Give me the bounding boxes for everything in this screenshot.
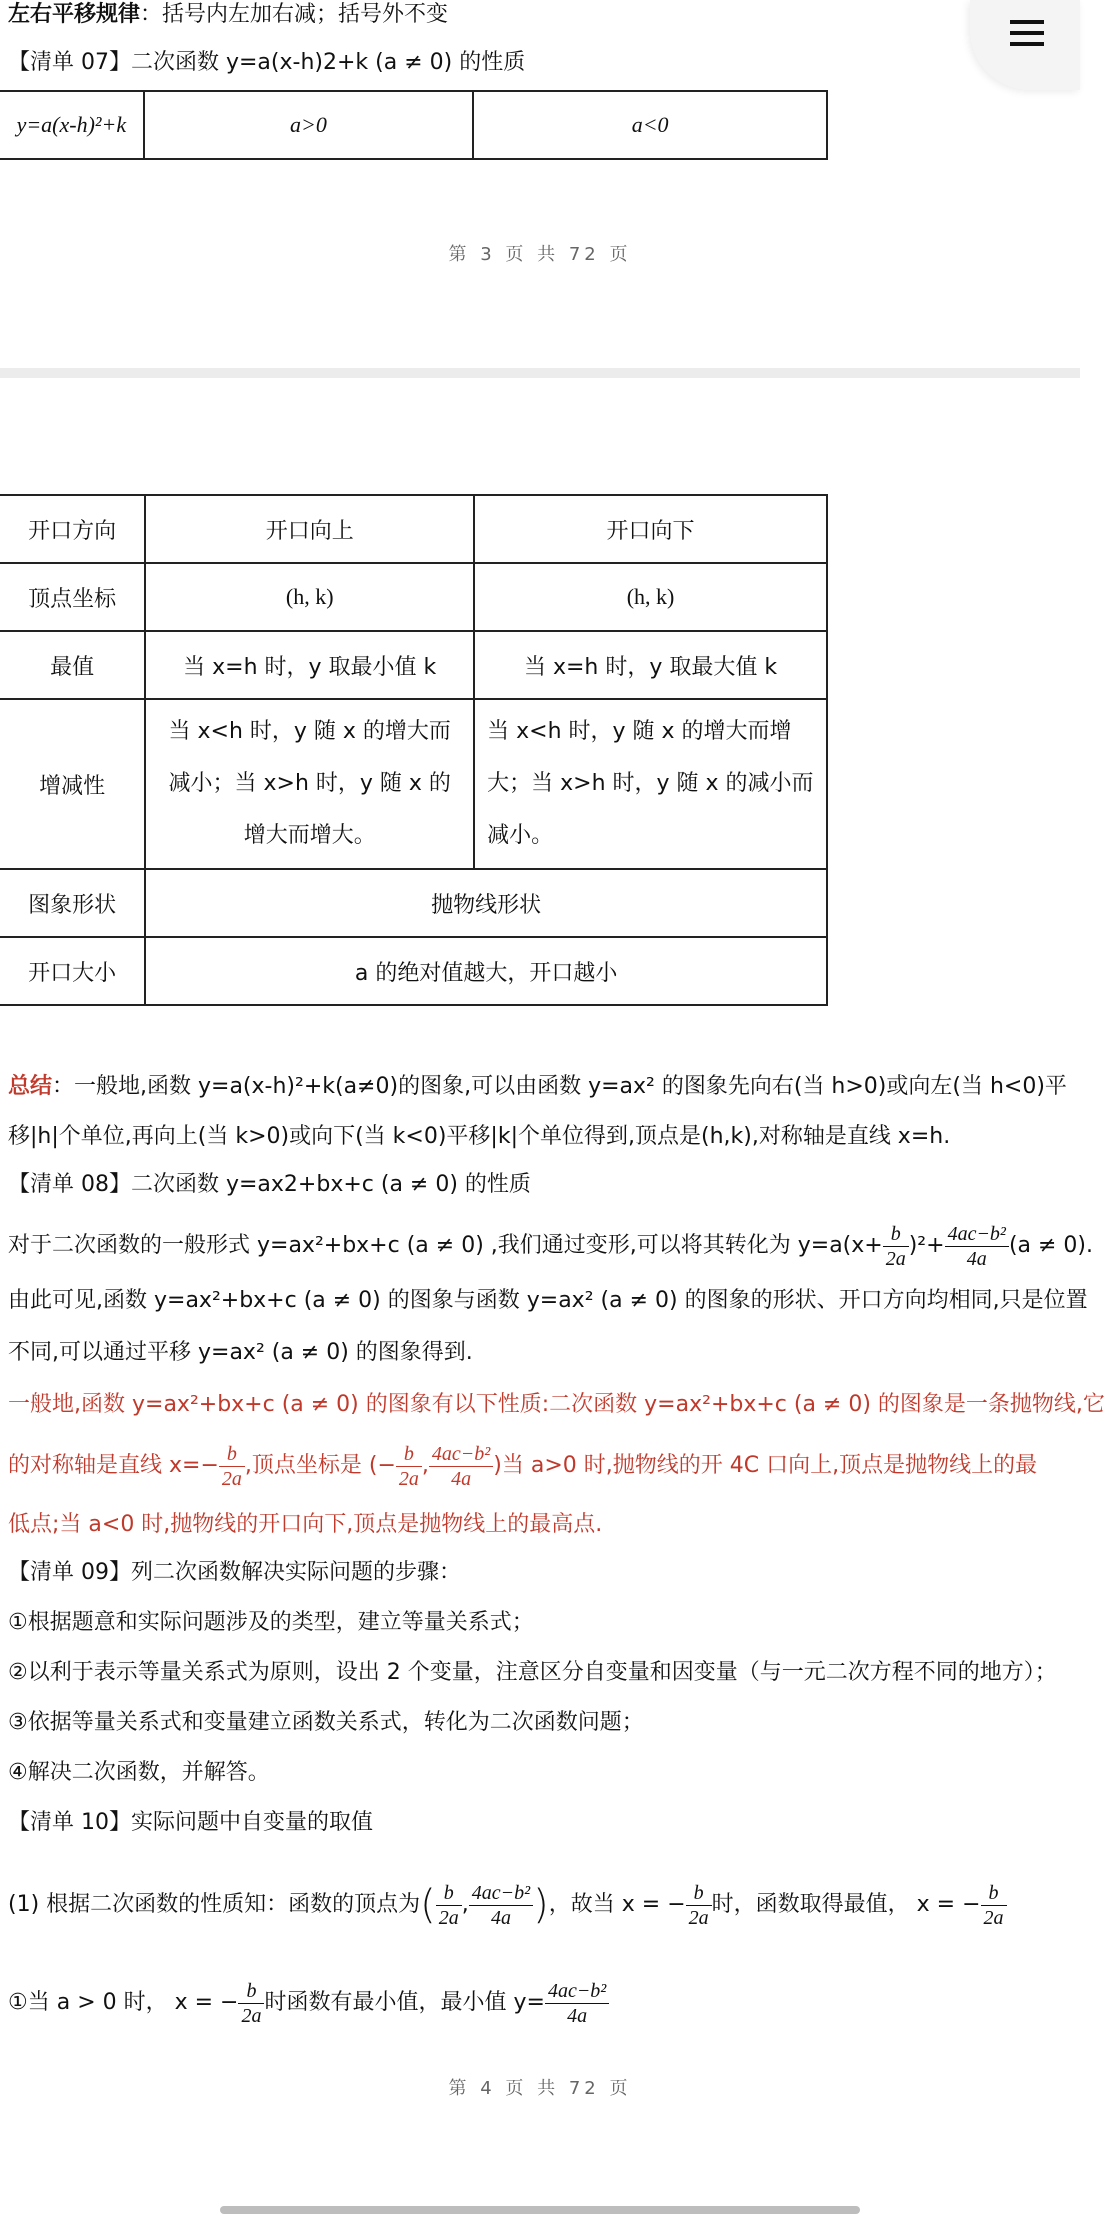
red-line-a: 一般地,函数 y=ax²+bx+c (a ≠ 0) 的图象有以下性质:二次函数 y=ax²+bx+c (a ≠ 0) 的图象是一条抛物线,它 xyxy=(8,1392,1105,1417)
fraction-num: b xyxy=(883,1222,909,1247)
item-2-text: ①当 a > 0 时， x = − xyxy=(8,1990,239,2015)
cell-a-neg: (h, k) xyxy=(474,563,827,631)
item-1-line: (1) 根据二次函数的性质知：函数的顶点为( $\frac{b}{2a}$ , $\frac{\text{4ac−b²}}{4a}$ )，故当 x = − $\frac{b}{2a}$ 时，函数取得最值， x = − $\frac{b}{2a}$ xyxy=(8,1870,1007,1940)
cell-a-pos: 开口向上 xyxy=(145,495,474,563)
row-label: 开口方向 xyxy=(0,495,145,563)
item-1-text: (1) 根据二次函数的性质知：函数的顶点为 xyxy=(8,1892,421,1917)
red-text: ,顶点坐标是 (− xyxy=(244,1453,396,1478)
step-item: ②以利于表示等量关系式为原则，设出 2 个变量，注意区分自变量和因变量（与一元二次方程不同的地方）； xyxy=(8,1660,1057,1685)
summary-text: ：一般地,函数 y=a(x-h)²+k(a≠0)的图象,可以由函数 y=ax² 的图象先向右(当 h>0)或向左(当 h<0)平移|h|个单位,再向上(当 k>0)或向下(当 k<0)平移|k|个单位得到,顶点是(h,k),对称轴是直线 x=h. xyxy=(8,1074,1067,1149)
page-3-section xyxy=(0,0,1080,368)
cell-a-neg: 开口向下 xyxy=(474,495,827,563)
para-08-line-b: 由此可见,函数 y=ax²+bx+c (a ≠ 0) 的图象与函数 y=ax² (a ≠ 0) 的图象的形状、开口方向均相同,只是位置 xyxy=(8,1288,1088,1313)
table-row xyxy=(0,495,827,563)
item-1-text: 时，函数取得最值， x = − xyxy=(711,1892,981,1917)
list-08-heading: 【清单 08】二次函数 y=ax2+bx+c (a ≠ 0) 的性质 xyxy=(8,1172,531,1197)
cell-a-pos: 当 x<h 时，y 随 x 的增大而减小；当 x>h 时，y 随 x 的增大而增大。 xyxy=(145,699,474,869)
red-text: )当 a>0 时,抛物线的开 4C 口向上,顶点是抛物线上的最 xyxy=(493,1453,1038,1478)
page-number-4: 第 4 页 共 72 页 xyxy=(448,2078,632,2099)
red-line-c: 低点;当 a<0 时,抛物线的开口向下,顶点是抛物线上的最高点. xyxy=(8,1512,603,1537)
header-a-neg: a<0 xyxy=(473,91,827,159)
cell-a-neg: 当 x=h 时，y 取最大值 k xyxy=(474,631,827,699)
red-line-b xyxy=(8,1434,1037,1498)
cell-merged: 抛物线形状 xyxy=(145,869,827,937)
rule-text: ：括号内左加右减；括号外不变 xyxy=(140,2,449,27)
fraction-den: 4a xyxy=(966,1247,987,1270)
fraction-num: b xyxy=(219,1442,245,1467)
cell-a-pos: 当 x=h 时，y 取最小值 k xyxy=(145,631,474,699)
table-row xyxy=(0,869,827,937)
step-item: ④解决二次函数，并解答。 xyxy=(8,1760,270,1785)
item-1-text: ，故当 x = − xyxy=(548,1892,686,1917)
row-label: 增减性 xyxy=(0,699,145,869)
fraction-num: b xyxy=(686,1881,712,1906)
para-08-line-a xyxy=(8,1216,1093,1276)
cell-a-neg: 当 x<h 时，y 随 x 的增大而增大；当 x>h 时，y 随 x 的减小而减小。 xyxy=(474,699,827,869)
summary-paragraph xyxy=(8,1062,1070,1162)
fraction-den: 2a xyxy=(398,1467,419,1490)
table-row xyxy=(0,937,827,1005)
fraction xyxy=(469,1881,533,1930)
fraction xyxy=(945,1222,1009,1271)
properties-table xyxy=(0,494,828,1006)
para-08-line-c: 不同,可以通过平移 y=ax² (a ≠ 0) 的图象得到. xyxy=(8,1340,473,1365)
fraction xyxy=(436,1881,462,1930)
cell-a-pos: (h, k) xyxy=(145,563,474,631)
step-item: ③依据等量关系式和变量建立函数关系式，转化为二次函数问题； xyxy=(8,1710,644,1735)
fraction xyxy=(981,1881,1007,1930)
fraction xyxy=(883,1222,909,1271)
page-4-section xyxy=(0,378,1105,2221)
fraction-den: 2a xyxy=(221,1467,242,1490)
row-label: 最值 xyxy=(0,631,145,699)
header-a-pos: a>0 xyxy=(144,91,474,159)
page-gap xyxy=(0,368,1080,378)
red-text: 的对称轴是直线 x=− xyxy=(8,1453,219,1478)
page-number-3: 第 3 页 共 72 页 xyxy=(448,244,632,265)
header-formula: y=a(x-h)²+k xyxy=(0,91,144,159)
fraction-den: 2a xyxy=(688,1906,709,1929)
item-2-line xyxy=(8,1968,609,2038)
para-08-text: )²+ xyxy=(908,1233,945,1258)
fraction-den: 2a xyxy=(885,1247,906,1270)
fraction-num: b xyxy=(238,1979,264,2004)
cell-merged: a 的绝对值越大，开口越小 xyxy=(145,937,827,1005)
fraction-den: 4a xyxy=(490,1906,511,1929)
list-09-heading: 【清单 09】列二次函数解决实际问题的步骤： xyxy=(8,1560,461,1585)
item-2-text: 时函数有最小值，最小值 y= xyxy=(264,1990,545,2015)
table-row xyxy=(0,699,827,869)
step-item: ①根据题意和实际问题涉及的类型，建立等量关系式； xyxy=(8,1610,534,1635)
fraction-den: 2a xyxy=(983,1906,1004,1929)
fraction xyxy=(429,1442,493,1491)
hamburger-menu-icon xyxy=(1010,18,1044,48)
fraction-num: b xyxy=(981,1881,1007,1906)
row-label: 顶点坐标 xyxy=(0,563,145,631)
fraction-num: 4ac−b² xyxy=(545,1979,609,2004)
list-07-heading: 【清单 07】二次函数 y=a(x-h)2+k (a ≠ 0) 的性质 xyxy=(8,50,526,75)
fraction xyxy=(396,1442,422,1491)
fraction-den: 2a xyxy=(438,1906,459,1929)
fraction-den: 2a xyxy=(241,2004,262,2027)
horizontal-scrollbar[interactable] xyxy=(220,2206,860,2214)
summary-label: 总结 xyxy=(8,1074,53,1099)
fraction xyxy=(686,1881,712,1930)
fraction-num: 4ac−b² xyxy=(469,1881,533,1906)
fraction-num: 4ac−b² xyxy=(429,1442,493,1467)
table-row xyxy=(0,631,827,699)
fraction-num: 4ac−b² xyxy=(945,1222,1009,1247)
red-text: , xyxy=(421,1453,429,1478)
table-row xyxy=(0,563,827,631)
row-label: 开口大小 xyxy=(0,937,145,1005)
fraction-num: b xyxy=(396,1442,422,1467)
fraction xyxy=(545,1979,609,2028)
fraction-den: 4a xyxy=(451,1467,472,1490)
rule-line xyxy=(8,0,448,30)
para-08-text: (a ≠ 0). xyxy=(1008,1233,1093,1258)
row-label: 图象形状 xyxy=(0,869,145,937)
rule-title: 左右平移规律 xyxy=(8,2,141,27)
header-table xyxy=(0,90,828,160)
list-10-heading: 【清单 10】实际问题中自变量的取值 xyxy=(8,1810,373,1835)
para-08-text: 对于二次函数的一般形式 y=ax²+bx+c (a ≠ 0) ,我们通过变形,可以将其转化为 y=a(x+ xyxy=(8,1233,883,1258)
fraction xyxy=(219,1442,245,1491)
fraction-den: 4a xyxy=(567,2004,588,2027)
fraction xyxy=(238,1979,264,2028)
fraction-num: b xyxy=(436,1881,462,1906)
